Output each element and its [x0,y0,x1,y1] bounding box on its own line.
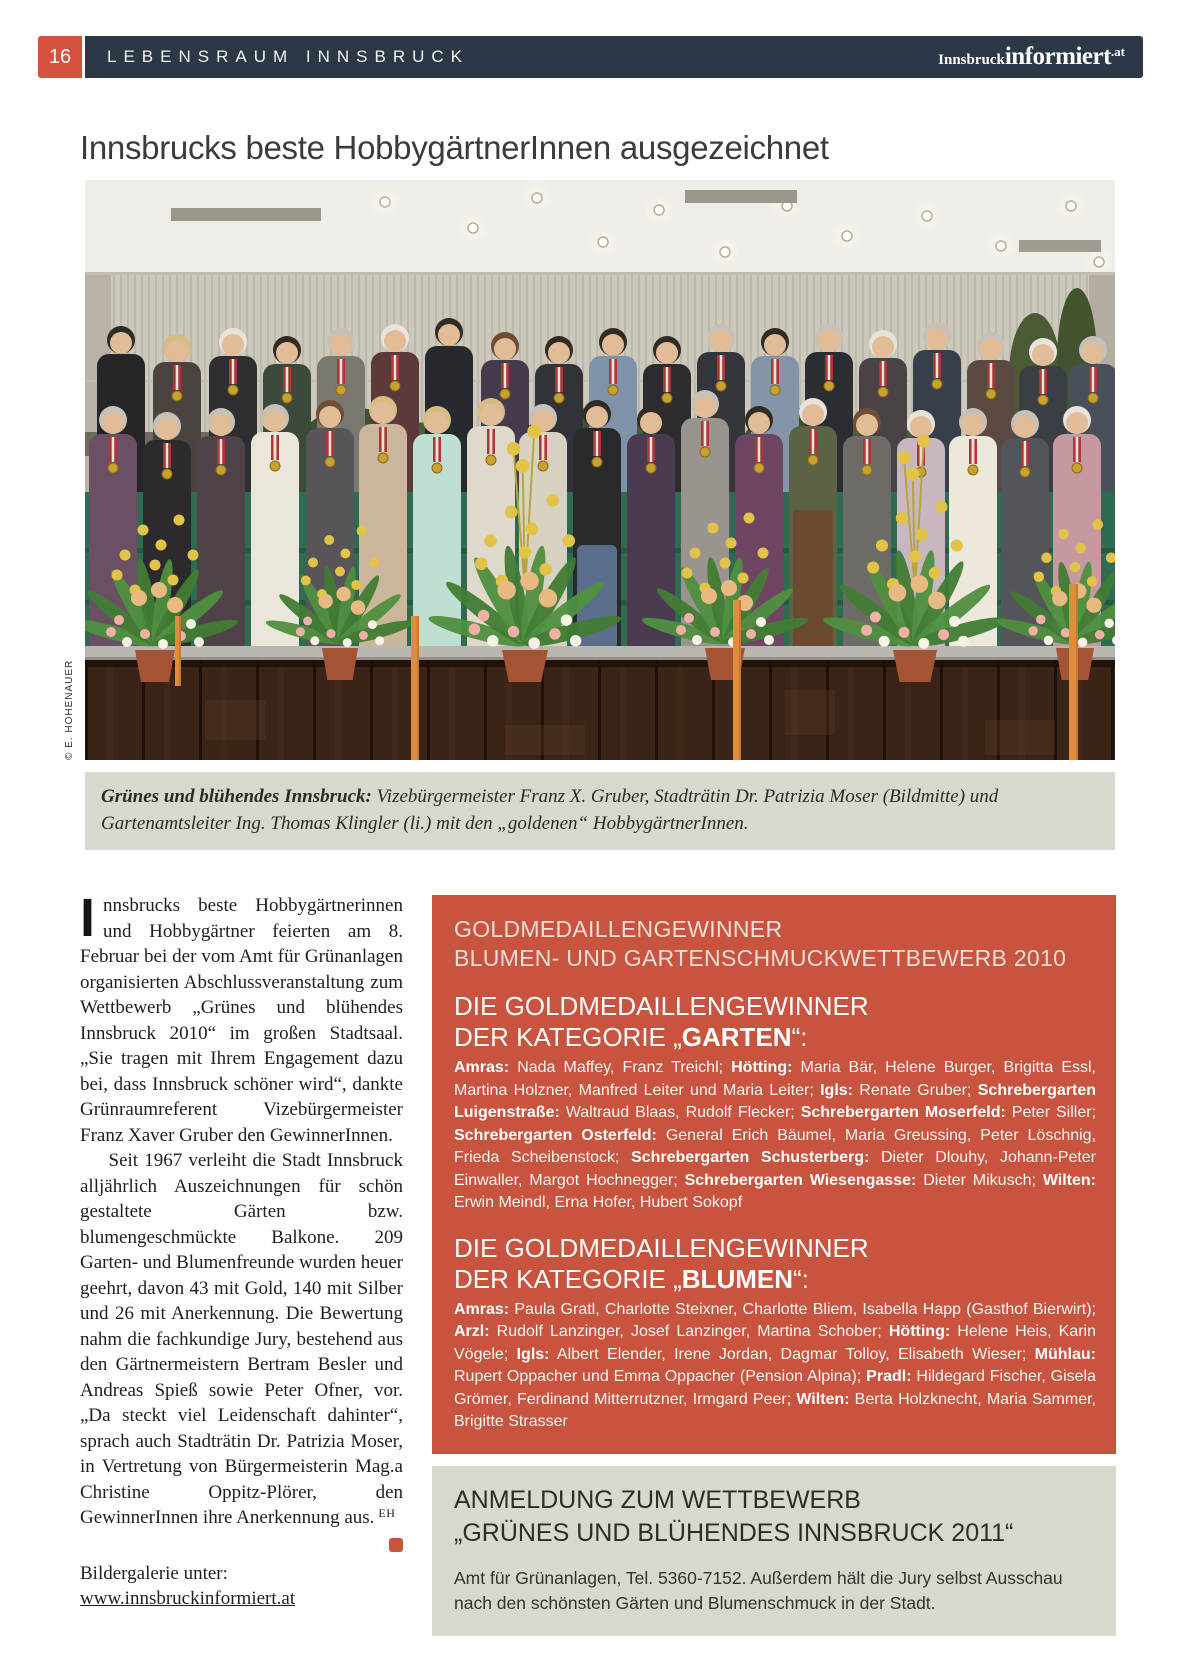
gold-box-title-line2: BLUMEN- UND GARTENSCHMUCKWETTBEWERB 2010 [454,945,1067,971]
page-header [38,36,1143,78]
gold-winners-box [432,895,1116,1454]
garten-category: GARTEN [681,1022,792,1052]
page-number-badge: 16 [38,36,82,78]
ceiling-vent [685,190,797,203]
blumen-category: BLUMEN [681,1263,793,1294]
photo-caption [85,772,1115,850]
gallery-label: Bildergalerie unter: [80,1562,228,1584]
brand-city: Innsbruck [938,52,1005,68]
gallery-link[interactable]: www.innsbruckinformiert.at [80,1588,296,1609]
blumen-heading-post: “: [793,1263,809,1294]
garten-heading [454,991,1096,1053]
registration-title-line2: „GRÜNES UND BLÜHENDES INNSBRUCK 2011“ [454,1518,1014,1547]
brand-word: informiert [1004,43,1111,70]
brand-logo[interactable] [938,43,1125,71]
registration-box [432,1466,1116,1636]
paragraph-text: nnsbrucks beste Hobbygärtnerinnen und Hobbygärtner feierten am 8. Februar bei der vom Amt für Grünanlagen organisierten Abschlussveranstaltung zum Wettbewerb „Grünes und blühendes Innsbruck 2010“ im großen Stadtsaal. „Sie tragen mit Ihrem Engagement dazu bei, dass Innsbruck schöner wird“, dankte Grünraumreferent Vizebürgermeister Franz Xaver Gruber den GewinnerInnen. [80,895,403,1146]
body-paragraph [80,1148,403,1531]
ceiling-vent [1019,240,1101,252]
registration-body: Amt für Grünanlagen, Tel. 5360-7152. Außerdem hält die Jury selbst Ausschau nach den schönsten Gärten und Blumenschmuck in der Stadt. [454,1567,1063,1613]
header-bar [85,36,1143,78]
blumen-winners-list: Amras: Paula Gratl, Charlotte Steixner, Charlotte Bliem, Isabella Happ (Gasthof Bierwirt); Arzl: Rudolf Lanzinger, Josef Lanzinger, Martina Schober; Hötting: Helene Heis, Karin Vögele; Igls: Albert Elender, Irene Jordan, Dagmar Tolloy, Elisabeth Wieser; Mühlau: Rupert Oppacher und Emma Oppacher (Pension Alpina); Pradl: Hildegard Fischer, Gisela Grömer, Ferdinand Mitterrutzner, Irmgard Peer; Wilten: Berta Holzknecht, Maria Sammer, Brigitte Strasser [454,1300,1097,1430]
drop-cap: I [80,888,96,948]
article-title: Innsbrucks beste HobbygärtnerInnen ausgezeichnet [80,129,829,166]
blumen-heading [454,1233,1096,1295]
blumen-heading-pre: DER KATEGORIE „ [454,1263,682,1294]
section-title: LEBENSRAUM INNSBRUCK [107,47,469,66]
blumen-heading-line1: DIE GOLDMEDAILLENGEWINNER [454,1232,869,1263]
garten-heading-post: “: [791,1022,808,1052]
group-photo [85,180,1115,760]
gallery-note [80,1561,403,1612]
registration-title [454,1484,1096,1550]
brand-tld: .at [1110,44,1125,59]
article-body [80,888,403,1612]
gold-box-title [454,915,1096,973]
garten-winners-list: Amras: Nada Maffey, Franz Treichl; Hötting: Maria Bär, Helene Burger, Brigitta Essl, Martina Holzner, Manfred Leiter und Maria Leiter; Igls: Renate Gruber; Schrebergarten Luigenstraße: Waltraud Blaas, Rudolf Flecker; Schrebergarten Moserfeld: Peter Siller; Schrebergarten Osterfeld: General Erich Bäumel, Maria Greussing, Peter Löschnig, Frieda Scheibenstock; Schrebergarten Schusterberg: Dieter Dlouhy, Johann-Peter Einwaller, Margot Hochnegger; Schrebergarten Wiesengasse: Dieter Mikusch; Wilten: Erwin Meindl, Erna Hofer, Hubert Sokopf [454,1059,1097,1211]
end-mark [389,1538,403,1552]
garten-heading-pre: DER KATEGORIE „ [454,1022,682,1052]
author-initials: EH [378,1506,396,1520]
body-paragraph [80,888,403,1148]
right-column [432,895,1116,1636]
garten-heading-line1: DIE GOLDMEDAILLENGEWINNER [454,991,869,1021]
gold-box-title-line1: GOLDMEDAILLENGEWINNER [454,916,783,942]
photo-credit: © E. HOHENAUER [64,659,75,760]
stage-front [85,646,1115,760]
caption-text: Vizebürgermeister Franz X. Gruber, Stadträtin Dr. Patrizia Moser (Bildmitte) und Gartenamtsleiter Ing. Thomas Klingler (li.) mit den „goldenen“ HobbygärtnerInnen. [101,786,999,834]
caption-lead: Grünes und blühendes Innsbruck: [101,786,372,807]
ceiling-vent [171,208,321,221]
paragraph-text: Seit 1967 verleiht die Stadt Innsbruck alljährlich Auszeichnungen für schön gestaltete Gärten bzw. blumengeschmückte Balkone. 209 Garten- und Blumenfreunde wurden heuer geehrt, davon 43 mit Gold, 140 mit Silber und 26 mit Anerkennung. Die Bewertung nahm die fachkundige Jury, bestehend aus den Gärtnermeistern Bertram Besler und Andreas Spieß sowie Peter Ofner, vor. „Da steckt viel Leidenschaft dahinter“, sprach auch Stadträtin Dr. Patrizia Moser, in Vertretung von Bürgermeisterin Mag.a Christine Oppitz-Plörer, den GewinnerInnen ihre Anerkennung aus. [80,1150,403,1528]
registration-title-line1: ANMELDUNG ZUM WETTBEWERB [454,1485,861,1514]
